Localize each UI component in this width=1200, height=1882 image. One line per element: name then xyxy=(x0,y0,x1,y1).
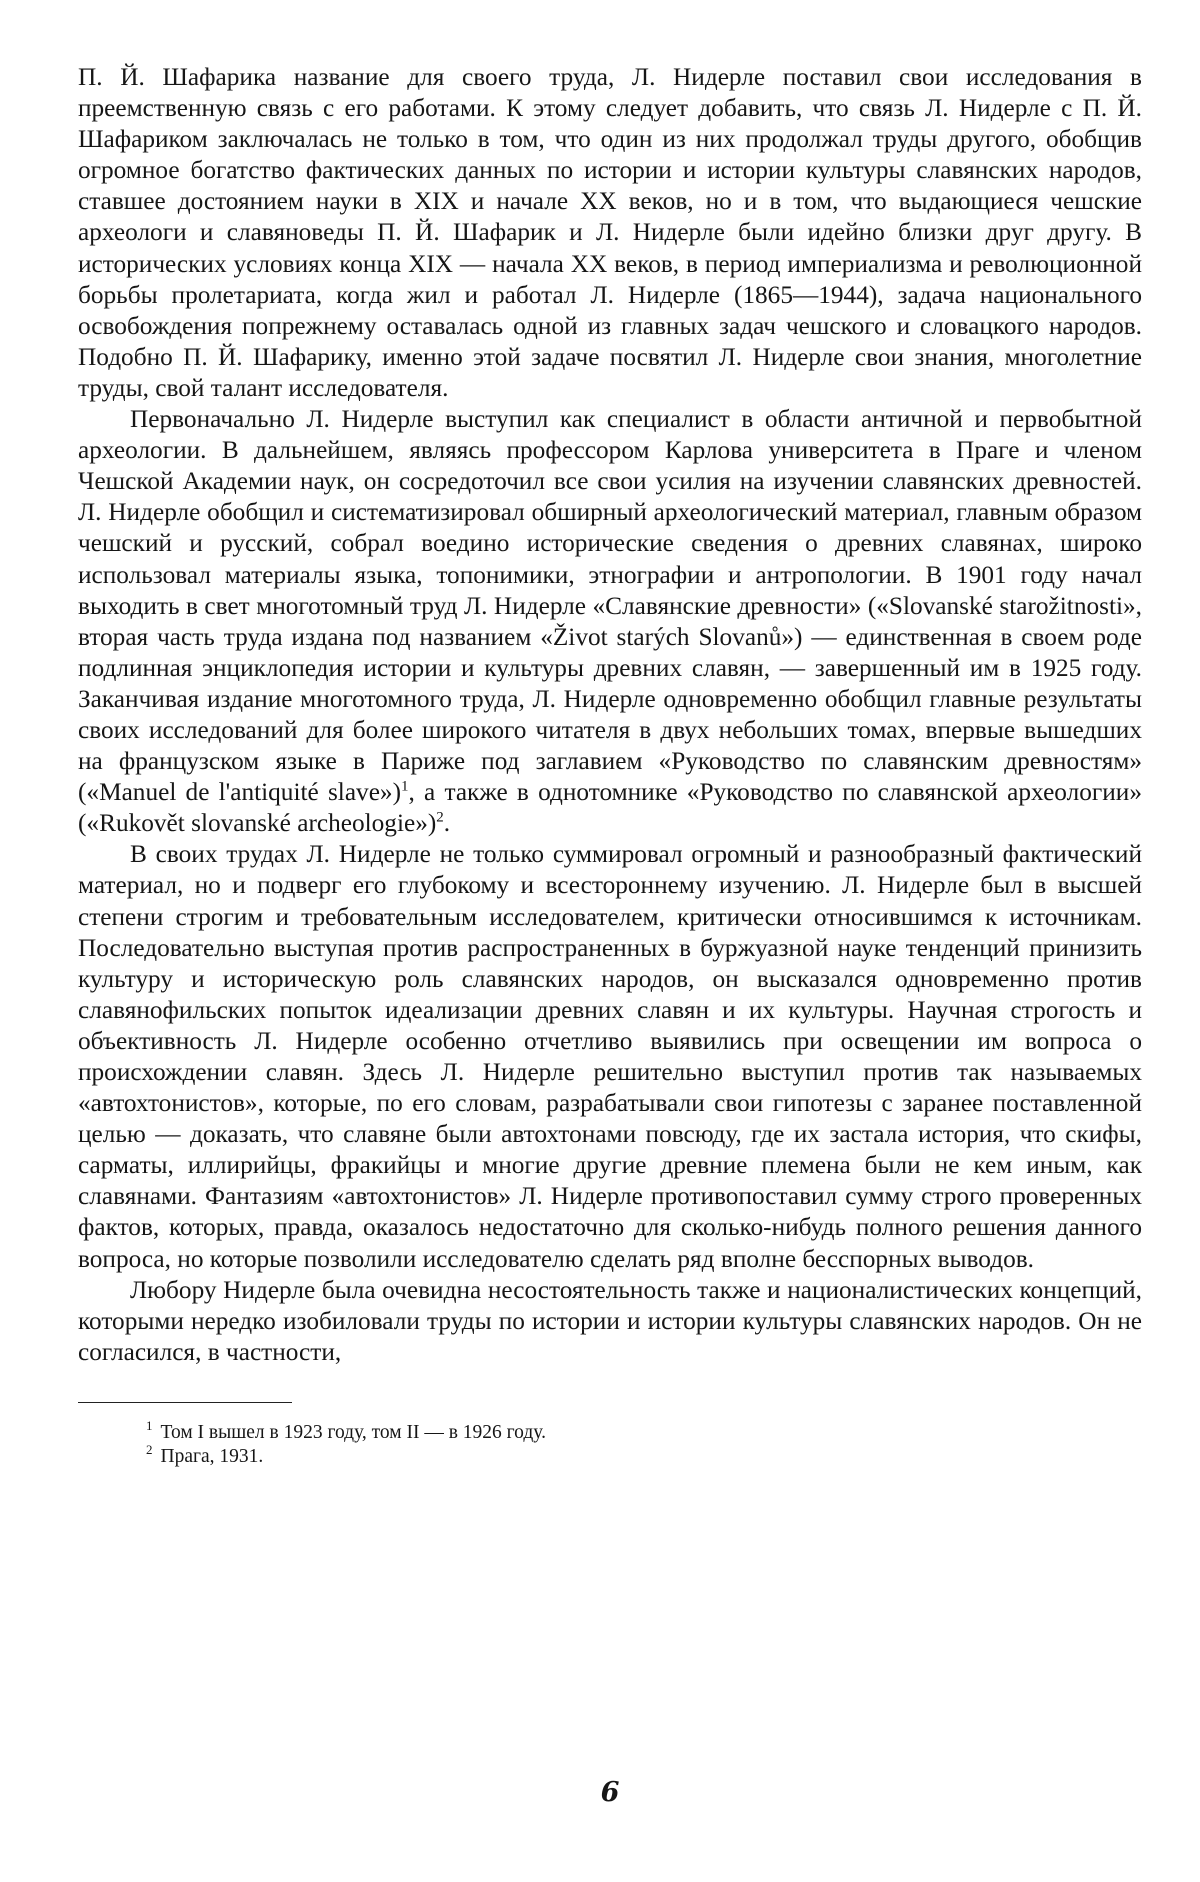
footnote-mark-2: 2 xyxy=(146,1442,153,1458)
footnotes xyxy=(78,1418,1142,1469)
footnote-mark-1: 1 xyxy=(146,1418,153,1434)
book-page xyxy=(78,62,1142,1808)
footnote-divider xyxy=(78,1402,292,1403)
page-number: 6 xyxy=(600,1777,620,1808)
footnote-ref-1[interactable]: 1 xyxy=(401,778,409,795)
footnote-ref-2[interactable]: 2 xyxy=(436,809,444,826)
paragraph-4: Любору Нидерле была очевидна несостоятельность также и националистических концепций, которыми нередко изобиловали труды по истории и истории культуры славянских народов. Он не согласился, в частности, xyxy=(78,1275,1142,1366)
paragraph-1: П. Й. Шафарика название для своего труда, Л. Нидерле поставил свои исследования в преемственную связь с его работами. К этому следует добавить, что связь Л. Нидерле с П. Й. Шафариком заключалась не только в том, что один из них продолжал труды другого, обобщив огромное богатство фактических данных по истории и истории культуры славянских народов, ставшее достоянием науки в XIX и начале XX веков, но и в том, что выдающиеся чешские археологи и славяноведы П. Й. Шафарик и Л. Нидерле были идейно близки друг другу. В исторических условиях конца XIX — начала XX веков, в период империализма и революционной борьбы пролетариата, когда жил и работал Л. Нидерле (1865—1944), задача национального освобождения попрежнему оставалась одной из главных задач чешского и словацкого народов. Подобно П. Й. Шафарику, именно этой задаче посвятил Л. Нидерле свои знания, многолетние труды, свой талант исследователя. xyxy=(78,63,1142,402)
footnote-1 xyxy=(146,1418,1142,1445)
paragraph-2-text: Первоначально Л. Нидерле выступил как специалист в области античной и первобытной археологии. В дальнейшем, являясь профессором Карлова университета в Праге и членом Чешской Академии наук, он сосредоточил все свои усилия на изучении славянских древностей. Л. Нидерле обобщил и систематизировал обширный археологический материал, главным образом чешский и русский, собрал воедино исторические сведения о древних славянах, широко использовал материалы языка, топонимики, этнографии и антропологии. В 1901 году начал выходить в свет многотомный труд Л. Нидерле «Славянские древности» («Slovanské starožitnosti», вторая часть труда издана под названием «Život starých Slovanů») — единственная в своем роде подлинная энциклопедия истории и культуры древних славян, — завершенный им в 1925 году. Заканчивая издание многотомного труда, Л. Нидерле одновременно обобщил главные результаты своих исследований для более широкого читателя в двух небольших томах, впервые вышедших на французском языке в Париже под заглавием «Руководство по славянским древностям» («Manuel de l'antiquité slave») xyxy=(78,405,1142,807)
footnote-text-1: Том I вышел в 1923 году, том II — в 1926 году. xyxy=(160,1421,546,1443)
footnote-2 xyxy=(146,1442,1142,1469)
paragraph-2-end: . xyxy=(443,809,451,838)
paragraph-2-continuation: , а также в однотомнике «Руководство по славянской археологии» («Rukovět slovanské archeologie») xyxy=(78,778,1142,838)
paragraph-2 xyxy=(78,404,1142,839)
paragraph-3: В своих трудах Л. Нидерле не только суммировал огромный и разнообразный фактический материал, но и подверг его глубокому и всестороннему изучению. Л. Нидерле был в высшей степени строгим и требовательным исследователем, критически относившимся к источникам. Последовательно выступая против распространенных в буржуазной науке тенденций принизить культуру и историческую роль славянских народов, он высказался одновременно против славянофильских попыток идеализации древних славян и их культуры. Научная строгость и объективность Л. Нидерле особенно отчетливо выявились при освещении им вопроса о происхождении славян. Здесь Л. Нидерле решительно выступил против так называемых «автохтонистов», которые, по его словам, разрабатывали свои гипотезы с заранее поставленной целью — доказать, что славяне были автохтонами повсюду, где их застала история, что скифы, сарматы, иллирийцы, фракийцы и многие другие древние племена были не кем иным, как славянами. Фантазиям «автохтонистов» Л. Нидерле противопоставил сумму строго проверенных фактов, которых, правда, оказалось недостаточно для сколько-нибудь полного решения данного вопроса, но которые позволили исследователю сделать ряд вполне бесспорных выводов. xyxy=(78,840,1142,1273)
footnote-text-2: Прага, 1931. xyxy=(160,1445,264,1467)
body-text xyxy=(78,62,1142,1368)
